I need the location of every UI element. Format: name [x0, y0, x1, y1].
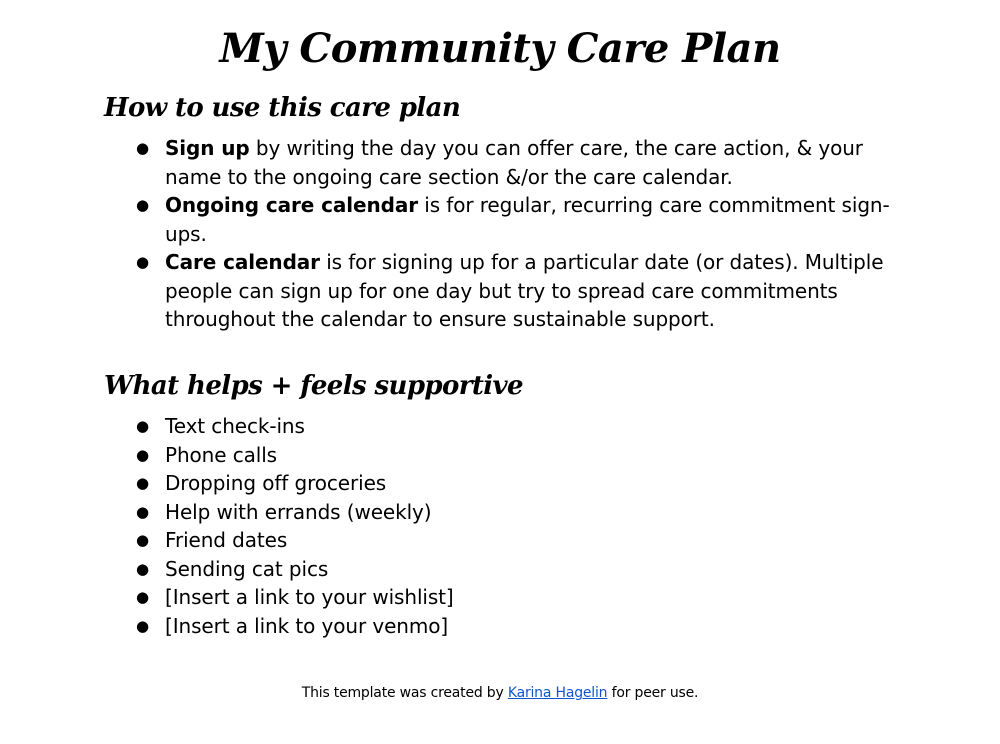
item-text: by writing the day you can offer care, the care action, & your name to the ongoing care section &/or the care calendar.	[165, 136, 863, 189]
footer-suffix: for peer use.	[607, 685, 699, 701]
bullet-icon: ●	[136, 253, 149, 271]
list-item	[136, 498, 896, 527]
list-item	[136, 612, 896, 641]
list-item	[136, 134, 896, 191]
list-item	[136, 555, 896, 584]
item-text: [Insert a link to your wishlist]	[165, 585, 454, 609]
item-text: is for signing up for a particular date (or dates). Multiple people can sign up for one day but try to spread care commitments throughout the calendar to ensure sustainable support.	[165, 250, 884, 331]
footer-credit	[0, 683, 1000, 703]
bullet-icon: ●	[136, 196, 149, 214]
list-item	[136, 441, 896, 470]
how-to-use-heading: How to use this care plan	[104, 93, 461, 123]
list-item	[136, 248, 896, 334]
bullet-icon: ●	[136, 559, 149, 578]
bullet-icon: ●	[136, 474, 149, 492]
list-item	[136, 412, 896, 441]
item-text: Phone calls	[165, 442, 277, 467]
bullet-icon: ●	[136, 588, 149, 606]
bullet-icon: ●	[136, 417, 149, 435]
what-helps-list	[136, 412, 896, 640]
bullet-icon: ●	[136, 445, 149, 464]
item-text: Text check-ins	[165, 414, 305, 438]
bullet-icon: ●	[136, 616, 149, 635]
item-bold-term: Ongoing care calendar	[165, 193, 418, 217]
item-text: Dropping off groceries	[165, 471, 387, 495]
item-text: Friend dates	[165, 528, 288, 552]
bullet-icon: ●	[136, 502, 149, 521]
item-bold-term: Care calendar	[165, 250, 320, 274]
how-to-use-list	[136, 134, 896, 334]
list-item	[136, 191, 896, 248]
footer-prefix: This template was created by	[301, 685, 508, 701]
item-text: Help with errands (weekly)	[165, 499, 432, 524]
what-helps-heading: What helps + feels supportive	[104, 371, 523, 401]
list-item	[136, 526, 896, 555]
item-text: is for regular, recurring care commitment sign-ups.	[165, 193, 890, 246]
author-link[interactable]: Karina Hagelin	[507, 685, 608, 701]
item-text: Sending cat pics	[165, 556, 329, 581]
item-text: [Insert a link to your venmo]	[165, 613, 449, 638]
list-item	[136, 583, 896, 612]
item-bold-term: Sign up	[165, 136, 250, 160]
bullet-icon: ●	[136, 531, 149, 549]
list-item	[136, 469, 896, 498]
page-title: My Community Care Plan	[219, 25, 781, 72]
bullet-icon: ●	[136, 139, 149, 157]
